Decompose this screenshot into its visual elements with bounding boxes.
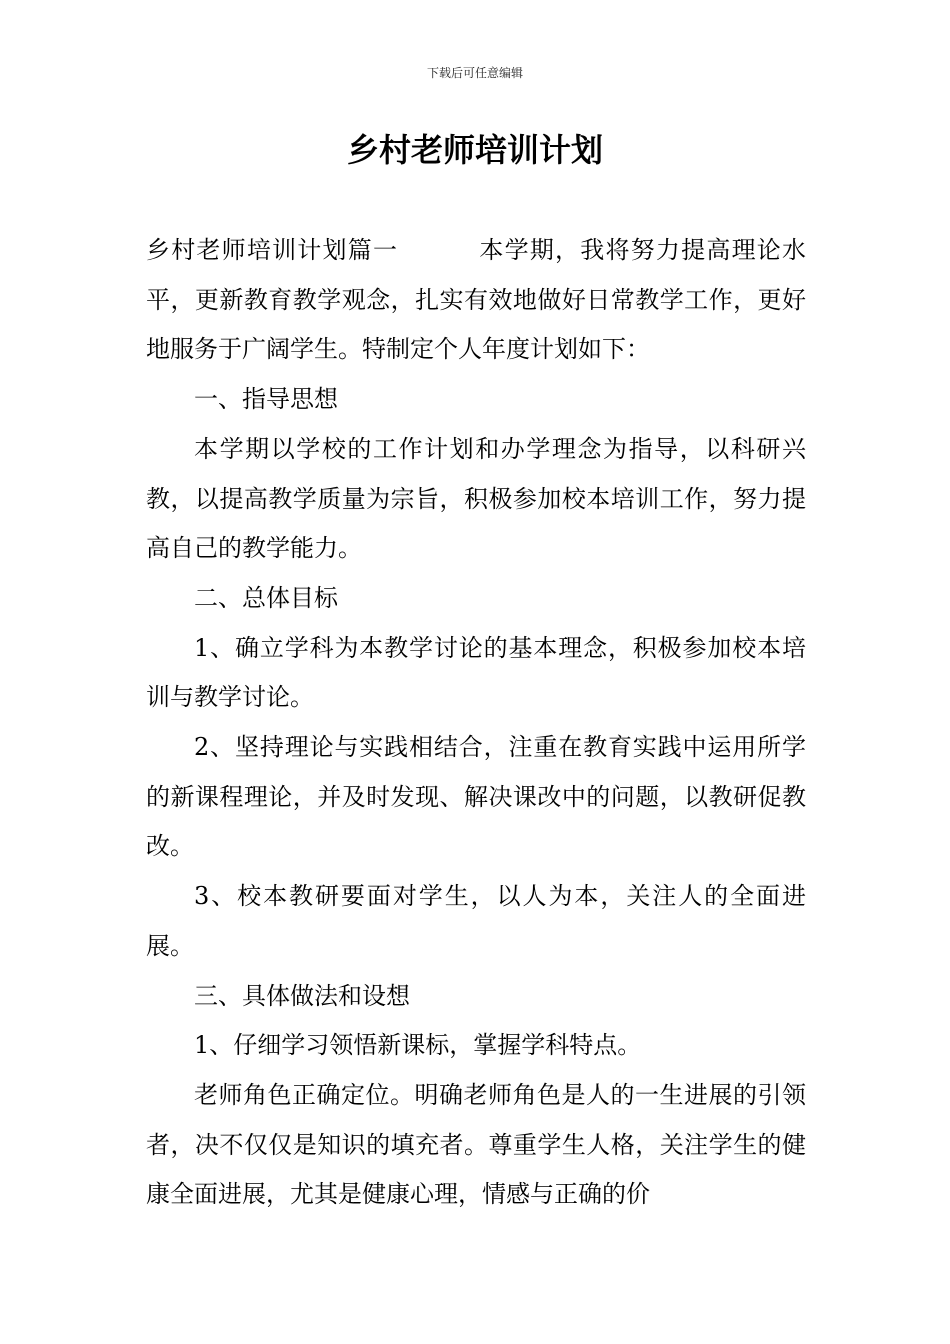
section-heading-guiding-ideology: 一、指导思想 — [194, 385, 338, 414]
paragraph-goal-1: 1、确立学科为本教学讨论的基本理念，积极参加校本培训与教学讨论。 — [146, 633, 806, 712]
intro-label: 乡村老师培训计划篇一 — [146, 236, 399, 264]
paragraph-goal-3: 3、校本教研要面对学生，以人为本，关注人的全面进展。 — [146, 882, 806, 960]
intro-text: 本学期，我将努力提高理论水平，更新教育教学观念，扎实有效地做好日常教学工作，更好地服务于广阔学生。特制定个人年度计划如下： — [146, 236, 807, 364]
document-body — [146, 226, 806, 1220]
paragraph-teacher-role: 老师角色正确定位。明确老师角色是人的一生进展的引领者，决不仅仅是知识的填充者。尊重学生人格，关注学生的健康全面进展，尤其是健康心理，情感与正确的价 — [146, 1080, 806, 1209]
paragraph-guiding-ideology: 本学期以学校的工作计划和办学理念为指导，以科研兴教，以提高教学质量为宗旨，积极参加校本培训工作，努力提高自己的教学能力。 — [146, 434, 806, 563]
intro-paragraph — [146, 226, 806, 375]
paragraph-goal-2: 2、坚持理论与实践相结合，注重在教育实践中运用所学的新课程理论，并及时发现、解决课改中的问题，以教研促教改。 — [146, 733, 806, 861]
document-title: 乡村老师培训计划 — [346, 131, 603, 169]
page-header-note: 下载后可任意编辑 — [426, 66, 523, 80]
section-heading-specific-methods: 三、具体做法和设想 — [194, 981, 410, 1010]
paragraph-method-1: 1、仔细学习领悟新课标，掌握学科特点。 — [194, 1031, 642, 1060]
section-heading-overall-goals: 二、总体目标 — [194, 583, 338, 612]
